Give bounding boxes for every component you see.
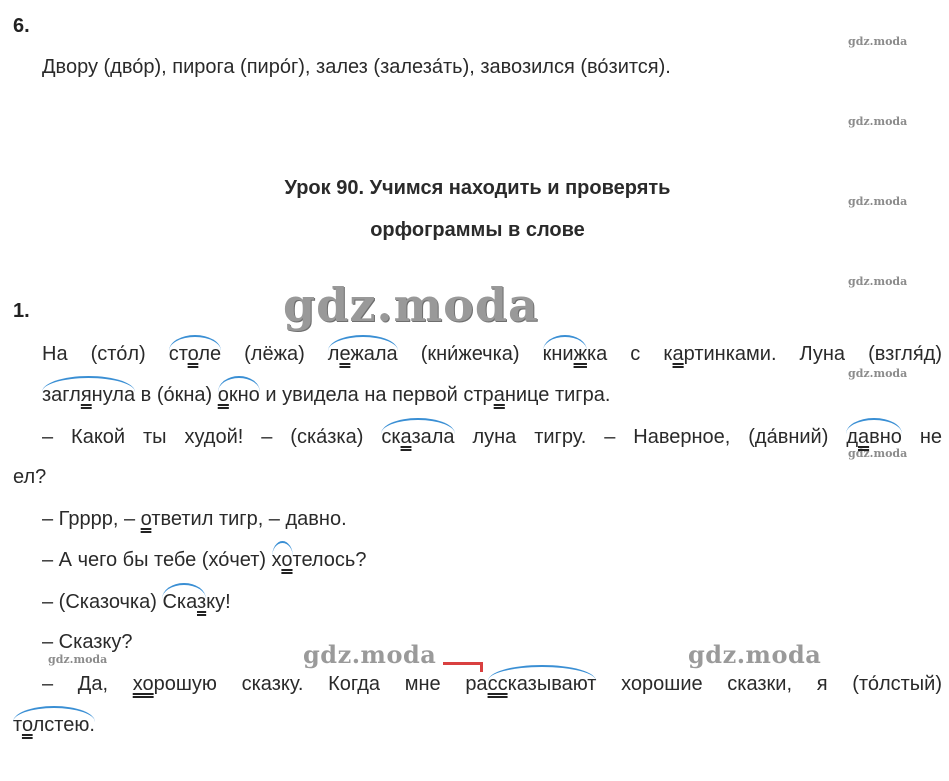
root-mark: Сказ (162, 591, 207, 613)
text-line: – (Сказочка) Сказку! (42, 591, 231, 613)
watermark: gdz.moda (688, 640, 822, 669)
watermark-large: gdz.moda (283, 278, 539, 332)
root-mark: ссказывают (487, 673, 597, 695)
exercise-number: 6. (13, 15, 30, 37)
watermark: gdz.moda (848, 275, 908, 288)
root-mark: хо (271, 549, 293, 571)
root-mark: заглянула (42, 384, 136, 406)
text-line: – Сказку? (42, 631, 133, 653)
text-line: – А чего бы тебе (хо́чет) хотелось? (42, 549, 367, 571)
root-mark: толстею. (13, 714, 95, 736)
watermark: gdz.moda (303, 640, 437, 669)
text-line: – Грррр, – ответил тигр, – давно. (42, 508, 347, 530)
prefix-mark (443, 662, 483, 665)
watermark: gdz.moda (848, 195, 908, 208)
text-line: – Какой ты худой! – (ска́зка) сказала луна тигру. – Наверное, (да́вний) давно не (42, 426, 942, 448)
root-mark: сказала (381, 426, 455, 448)
root-mark: лежала (327, 343, 398, 365)
text-line: заглянула в (о́кна) окно и увидела на первой странице тигра. (42, 384, 611, 406)
root-mark: давно (846, 426, 902, 448)
lesson-title: Урок 90. Учимся находить и проверять (284, 177, 671, 199)
root-mark: столе (168, 343, 222, 365)
text-line: – Да, хорошую сказку. Когда мне рассказывают хорошие сказки, я (то́лстый) (42, 673, 942, 695)
watermark: gdz.moda (848, 367, 908, 380)
watermark: gdz.moda (848, 35, 908, 48)
root-mark: окно (217, 384, 260, 406)
watermark: gdz.moda (848, 115, 908, 128)
text-line: На (сто́л) столе (лёжа) лежала (кни́жечка) книжка с картинками. Луна (взгля́д) (42, 343, 942, 365)
watermark: gdz.moda (848, 447, 908, 460)
prefix-mark (480, 662, 483, 672)
watermark: gdz.moda (48, 653, 108, 666)
root-mark: книж (542, 343, 587, 365)
text-line (13, 714, 95, 737)
text-line: ел? (13, 466, 47, 488)
exercise-6-text: Двору (дво́р), пирога (пиро́г), залез (залеза́ть), завозился (во́зится). (42, 56, 671, 78)
lesson-subtitle: орфограммы в слове (370, 219, 585, 241)
exercise-number: 1. (13, 300, 30, 322)
